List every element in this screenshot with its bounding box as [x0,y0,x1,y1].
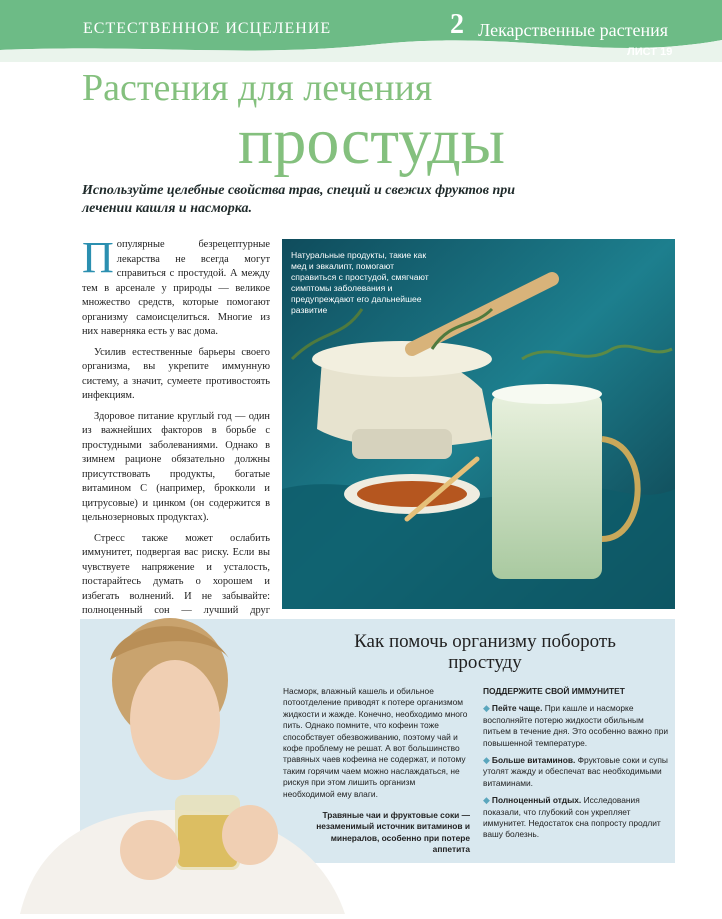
tips-box-title: Как помочь организму побороть простуду [354,631,616,673]
section-label: ЕСТЕСТВЕННОЕ ИСЦЕЛЕНИЕ [83,20,332,37]
article-paragraph: Усилив естественные барьеры своего организма, вы укрепите иммунную систему, а значит, сумеете противостоять инфекциям. [82,346,270,401]
immunity-tips-heading: ПОДДЕРЖИТЕ СВОЙ ИММУНИТЕТ [483,686,625,696]
article-paragraph [82,233,270,340]
tip-title: Больше витаминов. [491,755,576,766]
tips-box-body: Насморк, влажный кашель и обильное потоотделение приводят к потере организмом жидкости и жажде. Конечно, необходимо много пить. Однако помните, что кофеин тоже способствует обезвоживанию, поэтому чай и кофе проблему не решат. А вот большинство травяных чаев кофеина не содержат, и потому таким горячим чаем можно наслаждаться, не рискуя при этом лишить организм необходимой ему влаги. [283,686,468,799]
tip-item [483,795,671,841]
page-subtitle: Используйте целебные свойства трав, специй и свежих фруктов при лечении кашля и насморка. [82,183,516,216]
tip-item [483,703,671,749]
immunity-tips [483,686,671,847]
tips-box-quote: Травяные чаи и фруктовые соки — незаменимый источник витаминов и минералов, особенно при потере аппетита [316,810,470,855]
bullet-icon: ◆ [483,795,490,806]
article-paragraph: Здоровое питание круглый год — один из важнейших факторов в борьбе с простудными заболеваниями. Однако в зимнем рационе обязательно должны присутствовать продукты, богатые витамином С (например, брокколи и цитрусовые) и цинком (он содержится в цельнозерновых продуктах). [82,410,270,523]
page-title-line1: Растения для лечения [82,67,433,109]
article-text: опулярные безрецептурные лекарства не всегда могут справиться с простудой. А между тем в арсенале у природы — великое множество средств, которые помогают организму самоисцелиться. Многие из них наверняка есть у вас дома. [82,239,270,337]
bullet-icon: ◆ [483,703,490,714]
drop-cap: П [82,233,114,282]
photo-caption: Натуральные продукты, такие как мед и эвкалипт, помогают справиться с простудой, смягчают симптомы заболевания и предупреждают его дальнейшее развитие [291,250,429,315]
page-title-line2: простуды [238,105,505,178]
tip-text: При кашле и насморке восполняйте потерю жидкости обильным питьем в течение дня. Это особенно важно при повышенной температуре. [483,703,669,748]
tip-title: Пейте чаще. [491,703,543,714]
tip-title: Полноценный отдых. [491,795,582,806]
sheet-number: ЛИСТ 19 [627,46,673,58]
tip-text: Исследования показали, что глубокий сон укрепляет иммунитет. Недостаток сна попросту продлит вашу болезнь. [483,795,661,840]
chapter-number: 2 [450,9,464,40]
article-paragraph: Стресс также может ослабить иммунитет, подвергая вас риску. Если вы чувствуете напряжение и усталость, постарайтесь думать о хорошем и избегать волнений. И не забывайте: полноценный сон — лучший друг [82,532,270,616]
bullet-icon: ◆ [483,755,490,766]
tip-text: Фруктовые соки и супы утолят жажду и обеспечат вас необходимыми витаминами. [483,755,668,788]
tip-item [483,755,671,789]
article-column [82,233,270,639]
chapter-title: Лекарственные растения [478,20,669,40]
header-banner [0,0,722,62]
